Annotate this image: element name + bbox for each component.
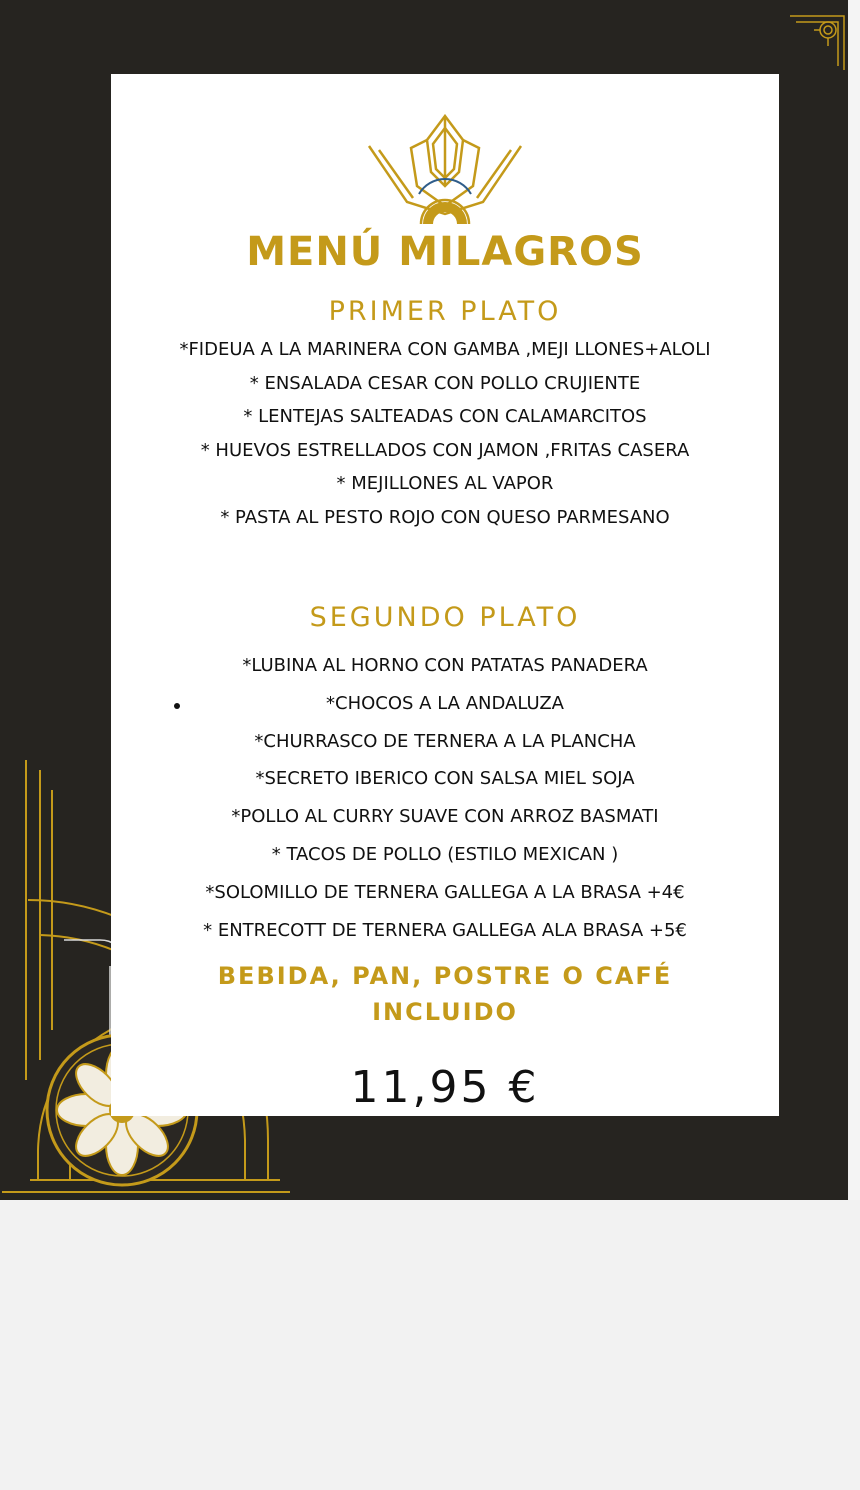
- list-item: * LENTEJAS SALTEADAS CON CALAMARCITOS: [243, 406, 647, 427]
- list-item: *LUBINA AL HORNO CON PATATAS PANADERA: [242, 655, 648, 676]
- primer-plato-list: [111, 333, 779, 534]
- menu-title: MENÚ MILAGROS: [246, 229, 644, 275]
- included-line-1: BEBIDA, PAN, POSTRE O CAFÉ: [217, 962, 673, 990]
- segundo-plato-heading: SEGUNDO PLATO: [309, 602, 581, 633]
- primer-plato-heading: PRIMER PLATO: [328, 296, 562, 327]
- list-item: *FIDEUA A LA MARINERA CON GAMBA ,MEJI LLONES+ALOLI: [179, 339, 711, 360]
- list-item: * PASTA AL PESTO ROJO CON QUESO PARMESANO: [220, 506, 670, 528]
- list-item: *POLLO AL CURRY SUAVE CON ARROZ BASMATI: [231, 806, 659, 828]
- list-item: * MEJILLONES AL VAPOR: [336, 473, 554, 494]
- segundo-plato-list: [111, 647, 779, 949]
- corner-ornament-icon: [790, 10, 850, 72]
- list-item: * ENTRECOTT DE TERNERA GALLEGA ALA BRASA +5€: [203, 919, 687, 941]
- list-item: * HUEVOS ESTRELLADOS CON JAMON ,FRITAS CASERA: [200, 439, 690, 461]
- list-item: *CHURRASCO DE TERNERA A LA PLANCHA: [254, 730, 636, 752]
- list-item: *SOLOMILLO DE TERNERA GALLEGA A LA BRASA +4€: [205, 881, 685, 903]
- menu-price: 11,95 €: [350, 1062, 540, 1113]
- menu-card: [111, 74, 779, 1116]
- art-deco-fan-logo-icon: [367, 114, 523, 226]
- included-line-2: INCLUIDO: [372, 998, 518, 1026]
- list-item: *SECRETO IBERICO CON SALSA MIEL SOJA: [255, 768, 635, 790]
- list-item: *CHOCOS A LA ANDALUZA: [326, 692, 564, 714]
- page-edge: [848, 0, 860, 1200]
- included-note: [111, 958, 779, 1030]
- list-item: * ENSALADA CESAR CON POLLO CRUJIENTE: [249, 372, 641, 394]
- list-item: * TACOS DE POLLO (ESTILO MEXICAN ): [271, 843, 619, 865]
